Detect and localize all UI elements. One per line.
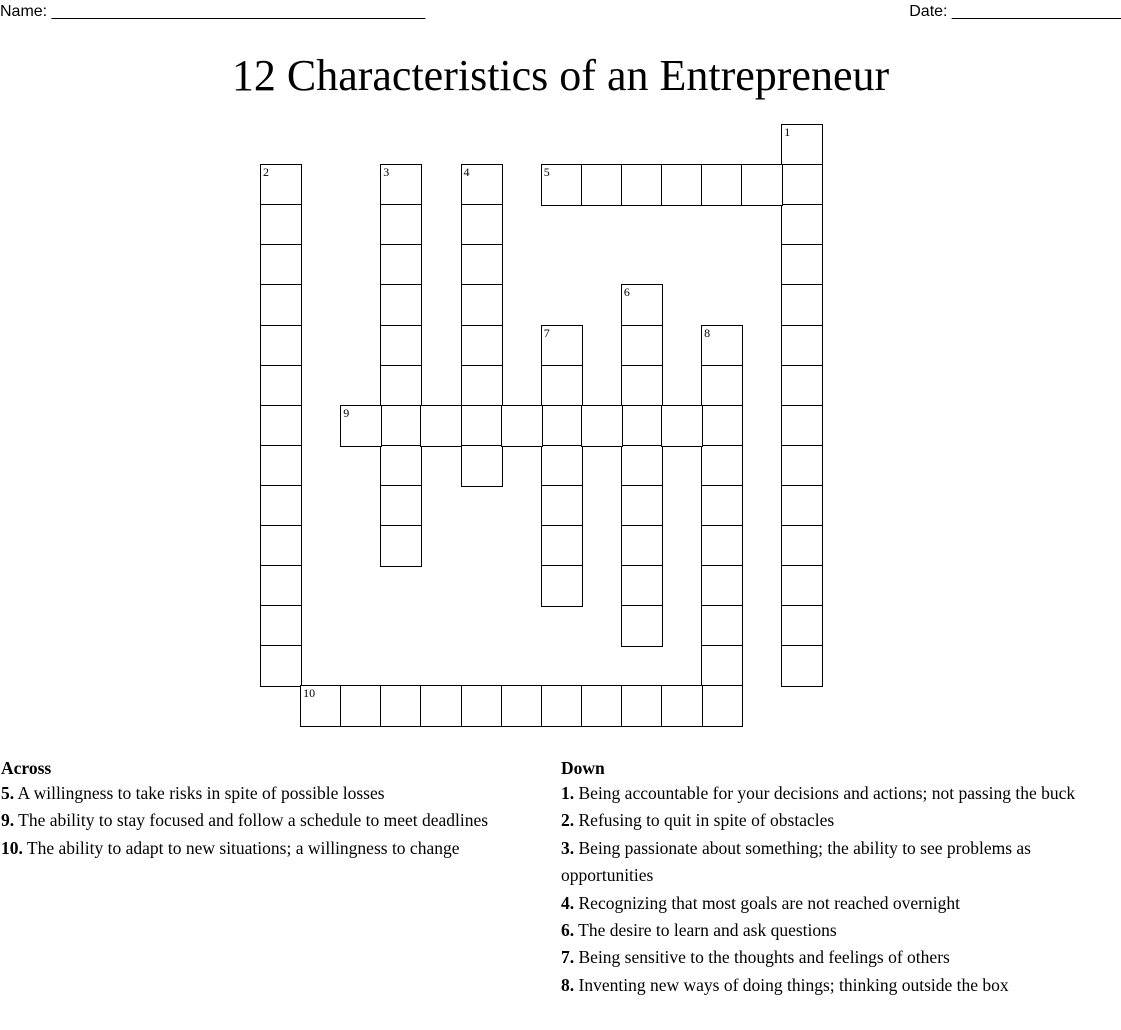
clue-text: Being passionate about something; the ability to see problems as opportunities [561, 837, 1031, 886]
grid-cell[interactable] [541, 685, 583, 727]
grid-cell[interactable] [340, 685, 382, 727]
clue-text: The ability to stay focused and follow a schedule to meet deadlines [14, 810, 489, 831]
grid-cell[interactable] [781, 645, 823, 687]
grid-cell[interactable] [300, 685, 342, 727]
grid-cell[interactable] [380, 325, 422, 367]
grid-cell[interactable] [380, 485, 422, 527]
grid-cell[interactable] [260, 525, 302, 567]
grid-cell[interactable] [621, 485, 663, 527]
grid-cell[interactable] [581, 164, 623, 206]
clue-number-label: 5 [543, 165, 550, 180]
grid-cell[interactable] [461, 164, 503, 206]
grid-cell[interactable] [781, 445, 823, 487]
grid-cell[interactable] [461, 325, 503, 367]
grid-cell[interactable] [501, 685, 543, 727]
grid-cell[interactable] [461, 685, 503, 727]
grid-cell[interactable] [260, 485, 302, 527]
grid-cell[interactable] [701, 445, 743, 487]
grid-cell[interactable] [461, 365, 503, 407]
grid-cell[interactable] [781, 325, 823, 367]
grid-cell[interactable] [781, 244, 823, 286]
grid-cell[interactable] [380, 525, 422, 567]
grid-cell[interactable] [541, 525, 583, 567]
down-clue-4 [561, 890, 1117, 917]
down-clue-6 [561, 917, 1117, 944]
grid-cell[interactable] [380, 405, 422, 447]
grid-cell[interactable] [260, 565, 302, 607]
grid-cell[interactable] [621, 445, 663, 487]
grid-cell[interactable] [741, 164, 783, 206]
grid-cell[interactable] [781, 204, 823, 246]
clue-number: 8. [561, 974, 575, 995]
clue-text: Being accountable for your decisions and actions; not passing the buck [574, 783, 1076, 803]
date-field[interactable]: Date: ___________________ [909, 3, 1121, 20]
grid-cell[interactable] [541, 565, 583, 607]
grid-cell[interactable] [621, 325, 663, 367]
grid-cell[interactable] [701, 525, 743, 567]
grid-cell[interactable] [621, 685, 663, 727]
grid-cell[interactable] [581, 685, 623, 727]
grid-cell[interactable] [461, 405, 503, 447]
clue-number: 1. [561, 783, 575, 803]
clue-text: Inventing new ways of doing things; thinking outside the box [574, 974, 1009, 995]
grid-cell[interactable] [781, 365, 823, 407]
clue-number: 6. [561, 920, 575, 941]
down-clue-1 [561, 780, 1117, 807]
down-clue-7 [561, 944, 1117, 971]
across-heading: Across [1, 758, 52, 778]
grid-cell[interactable] [541, 164, 583, 206]
clue-text: Being sensitive to the thoughts and feelings of others [574, 947, 950, 968]
grid-cell[interactable] [621, 365, 663, 407]
clue-text: Refusing to quit in spite of obstacles [574, 810, 835, 831]
clue-number: 5. [1, 783, 15, 803]
grid-cell[interactable] [701, 565, 743, 607]
grid-cell[interactable] [260, 244, 302, 286]
clue-number-label: 7 [543, 325, 550, 340]
grid-cell[interactable] [380, 164, 422, 206]
grid-cell[interactable] [661, 164, 703, 206]
clue-number-label: 6 [623, 285, 630, 300]
grid-cell[interactable] [701, 405, 743, 447]
grid-cell[interactable] [541, 485, 583, 527]
clue-number: 9. [1, 810, 15, 831]
grid-cell[interactable] [621, 284, 663, 326]
grid-cell[interactable] [701, 485, 743, 527]
grid-cell[interactable] [581, 405, 623, 447]
grid-cell[interactable] [781, 124, 823, 166]
down-clue-3 [561, 835, 1117, 890]
grid-cell[interactable] [781, 485, 823, 527]
down-clue-8 [561, 972, 1117, 999]
page-title: 12 Characteristics of an Entrepreneur [231, 51, 890, 100]
grid-cell[interactable] [621, 405, 663, 447]
grid-cell[interactable] [260, 645, 302, 687]
grid-cell[interactable] [621, 605, 663, 647]
grid-cell[interactable] [541, 445, 583, 487]
clue-text: A willingness to take risks in spite of possible losses [14, 783, 385, 803]
clue-number-label: 8 [704, 325, 711, 340]
grid-cell[interactable] [781, 605, 823, 647]
grid-cell[interactable] [621, 565, 663, 607]
grid-cell[interactable] [461, 445, 503, 487]
grid-cell[interactable] [260, 365, 302, 407]
grid-cell[interactable] [781, 284, 823, 326]
grid-cell[interactable] [380, 365, 422, 407]
grid-cell[interactable] [501, 405, 543, 447]
grid-cell[interactable] [621, 525, 663, 567]
grid-cell[interactable] [260, 204, 302, 246]
clue-text: The desire to learn and ask questions [574, 920, 837, 941]
grid-cell[interactable] [621, 164, 663, 206]
grid-cell[interactable] [420, 405, 462, 447]
grid-cell[interactable] [461, 204, 503, 246]
down-heading: Down [561, 758, 605, 778]
grid-cell[interactable] [701, 164, 743, 206]
grid-cell[interactable] [260, 445, 302, 487]
clue-number: 4. [561, 892, 575, 913]
clue-number-label: 3 [383, 165, 390, 180]
clue-number-label: 2 [263, 165, 269, 180]
down-clues [561, 756, 1117, 999]
grid-cell[interactable] [461, 284, 503, 326]
clue-text: Recognizing that most goals are not reached overnight [574, 892, 960, 913]
grid-cell[interactable] [260, 405, 302, 447]
grid-cell[interactable] [701, 645, 743, 687]
clue-number: 2. [561, 810, 575, 831]
grid-cell[interactable] [541, 325, 583, 367]
grid-cell[interactable] [781, 525, 823, 567]
clue-number: 3. [561, 837, 575, 858]
grid-cell[interactable] [661, 685, 703, 727]
clue-number-label: 9 [343, 405, 350, 420]
grid-cell[interactable] [781, 405, 823, 447]
grid-cell[interactable] [380, 244, 422, 286]
grid-cell[interactable] [420, 685, 462, 727]
across-clue-5 [1, 780, 561, 807]
grid-cell[interactable] [461, 244, 503, 286]
grid-cell[interactable] [380, 445, 422, 487]
grid-cell[interactable] [260, 284, 302, 326]
grid-cell[interactable] [781, 565, 823, 607]
grid-cell[interactable] [541, 405, 583, 447]
grid-cell[interactable] [701, 325, 743, 367]
clue-number-label: 10 [303, 686, 316, 701]
grid-cell[interactable] [380, 284, 422, 326]
grid-cell[interactable] [260, 605, 302, 647]
name-field[interactable]: Name: __________________________________________ [0, 3, 426, 20]
grid-cell[interactable] [541, 365, 583, 407]
clue-number: 10. [1, 837, 23, 858]
across-clues [1, 756, 561, 862]
across-clue-10 [1, 835, 561, 862]
across-clue-9 [1, 807, 561, 834]
grid-cell[interactable] [701, 365, 743, 407]
grid-cell[interactable] [781, 164, 823, 206]
grid-cell[interactable] [380, 685, 422, 727]
clue-number-label: 1 [784, 125, 791, 139]
grid-cell[interactable] [260, 164, 302, 206]
down-clue-2 [561, 807, 1117, 834]
clue-text: The ability to adapt to new situations; a willingness to change [22, 837, 460, 858]
grid-cell[interactable] [260, 325, 302, 367]
grid-cell[interactable] [701, 685, 743, 727]
grid-cell[interactable] [340, 405, 382, 447]
clue-number: 7. [561, 947, 575, 968]
grid-cell[interactable] [701, 605, 743, 647]
grid-cell[interactable] [380, 204, 422, 246]
clue-number-label: 4 [463, 165, 470, 180]
grid-cell[interactable] [661, 405, 703, 447]
